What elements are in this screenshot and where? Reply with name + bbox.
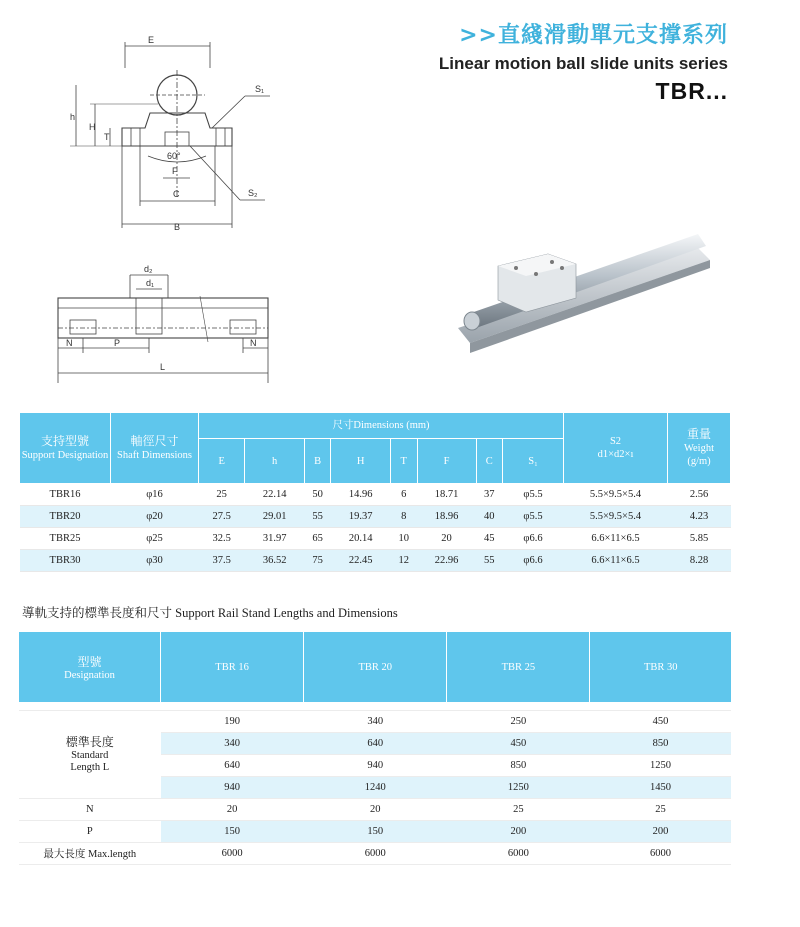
- label-d1: d₁: [146, 278, 155, 288]
- table-cell: 18.71: [434, 489, 459, 500]
- table-cell: 25: [655, 804, 666, 815]
- title-english: Linear motion ball slide units series: [438, 54, 728, 73]
- label-B: B: [174, 222, 181, 232]
- table-cell: 6000: [221, 848, 243, 859]
- table-cell: φ5.5: [523, 489, 543, 500]
- table-cell: 200: [590, 821, 731, 843]
- label-N-right: N: [250, 338, 257, 348]
- table-cell: 150: [304, 821, 447, 843]
- p-label: P: [86, 826, 93, 837]
- col-tbr16: TBR 16: [161, 632, 304, 702]
- table-cell: 10: [398, 533, 409, 544]
- n-label: N: [85, 804, 94, 815]
- table-cell: 45: [484, 533, 495, 544]
- series-code: TBR...: [655, 78, 728, 104]
- table-cell: 32.5: [212, 533, 231, 544]
- label-N-left: N: [66, 338, 73, 348]
- col-C: C: [476, 439, 503, 484]
- std-length-label: 標準長度 Standard Length L: [65, 734, 114, 773]
- table-cell: TBR25: [49, 533, 81, 544]
- table-cell: φ5.5: [503, 506, 564, 528]
- table-cell: 1250: [649, 760, 671, 771]
- col-tbr30: TBR 30: [590, 632, 731, 702]
- label-angle: 60°: [167, 151, 181, 161]
- table-cell: 5.85: [689, 533, 709, 544]
- table-cell: 340: [367, 716, 384, 727]
- table-cell: 2.56: [689, 489, 709, 500]
- table-cell: 31.97: [262, 533, 287, 544]
- table-cell: φ6.6: [503, 550, 564, 572]
- table-cell: 22.14: [262, 489, 287, 500]
- table-cell: 150: [161, 821, 304, 843]
- table-cell: 55: [304, 506, 330, 528]
- table-cell: 20: [441, 533, 452, 544]
- col-shaft: 軸徑尺寸 Shaft Dimensions: [111, 413, 199, 484]
- col-support: 支持型號 Support Designation: [20, 413, 111, 484]
- table-row: [20, 550, 731, 572]
- table-cell: 5.5×9.5×5.4: [589, 489, 642, 500]
- cross-section-drawing: [40, 28, 300, 243]
- table-cell: 340: [161, 733, 304, 755]
- table-cell: 850: [510, 760, 527, 771]
- rail-length-table: [19, 632, 731, 865]
- table-cell: 6.6×11×6.5: [591, 533, 640, 544]
- table-cell: 8: [391, 506, 417, 528]
- table-cell: 940: [161, 777, 304, 799]
- table-cell: 29.01: [245, 506, 305, 528]
- table-cell: φ25: [146, 533, 163, 544]
- table-row: [20, 528, 731, 550]
- col-H: H: [331, 439, 391, 484]
- col-F: F: [417, 439, 476, 484]
- table-cell: 640: [304, 733, 447, 755]
- col-tbr25: TBR 25: [447, 632, 590, 702]
- label-E: E: [148, 35, 155, 45]
- col-tbr20: TBR 20: [304, 632, 447, 702]
- table-cell: 20: [226, 804, 238, 815]
- col-h: h: [245, 439, 305, 484]
- rail-section-title: 導軌支持的標準長度和尺寸 Support Rail Stand Lengths and Dimensions: [22, 606, 398, 620]
- table-cell: 6.6×11×6.5: [564, 550, 668, 572]
- table-cell: TBR20: [20, 506, 111, 528]
- table-row: [19, 711, 731, 733]
- table-cell: 22.45: [331, 550, 391, 572]
- table-cell: TBR16: [49, 489, 81, 500]
- table-cell: 6000: [507, 848, 529, 859]
- table-cell: 50: [312, 489, 323, 500]
- table-cell: 22.96: [417, 550, 476, 572]
- table-cell: 1450: [590, 777, 731, 799]
- table-cell: 5.5×9.5×5.4: [564, 506, 668, 528]
- label-T: T: [104, 132, 110, 142]
- table-cell: 190: [224, 716, 240, 727]
- side-view-drawing: [40, 258, 280, 383]
- table-cell: 850: [590, 733, 731, 755]
- table-cell: 40: [476, 506, 503, 528]
- table-cell: 14.96: [348, 489, 373, 500]
- table-cell: 8.28: [668, 550, 731, 572]
- table-cell: 37: [484, 489, 495, 500]
- table-cell: 20.14: [348, 533, 373, 544]
- label-F: F: [172, 166, 178, 176]
- col-s2: S2 d1×d2×ı: [564, 413, 668, 484]
- col-dimensions: 尺寸Dimensions (mm): [199, 413, 564, 439]
- table-row: [20, 506, 731, 528]
- table-cell: 940: [367, 760, 384, 771]
- table-cell: φ30: [111, 550, 199, 572]
- col-T: T: [391, 439, 417, 484]
- table-cell: [19, 702, 731, 711]
- table-cell: 75: [304, 550, 330, 572]
- table-row: [19, 799, 731, 821]
- table-cell: 250: [510, 716, 527, 727]
- label-C: C: [173, 189, 180, 199]
- label-L: L: [160, 362, 166, 372]
- table-row: [19, 843, 731, 865]
- product-image: [448, 218, 718, 358]
- col-S1: S₁: [503, 439, 564, 484]
- col-weight: 重量 Weight (g/m): [668, 413, 731, 484]
- table-cell: φ16: [146, 489, 163, 500]
- label-d2: d₂: [144, 264, 153, 274]
- col-E: E: [199, 439, 245, 484]
- table-cell: 450: [652, 716, 669, 727]
- table-cell: 36.52: [245, 550, 305, 572]
- table-cell: 1240: [304, 777, 447, 799]
- table-cell: 6000: [364, 848, 386, 859]
- table-row: [20, 484, 731, 506]
- table-cell: 12: [391, 550, 417, 572]
- label-S1: S₁: [255, 84, 265, 94]
- table-cell: 25: [216, 489, 227, 500]
- col-designation: 型號 Designation: [19, 632, 161, 702]
- table-cell: 450: [447, 733, 590, 755]
- table-cell: φ6.6: [523, 533, 543, 544]
- table-cell: 25: [513, 804, 524, 815]
- title-chinese: >>直綫滑動單元支撑系列: [459, 23, 728, 48]
- label-S2: S₂: [248, 188, 258, 198]
- max-length-label: 最大長度 Max.length: [43, 849, 137, 860]
- label-h: h: [70, 112, 76, 122]
- label-H: H: [89, 122, 96, 132]
- col-B: B: [304, 439, 330, 484]
- table-cell: 27.5: [199, 506, 245, 528]
- table-cell: 65: [312, 533, 323, 544]
- table-row: [19, 821, 731, 843]
- table-cell: 55: [476, 550, 503, 572]
- table-cell: 37.5: [199, 550, 245, 572]
- label-P: P: [114, 338, 121, 348]
- table-cell: TBR30: [20, 550, 111, 572]
- table-cell: 4.23: [668, 506, 731, 528]
- table-cell: φ20: [111, 506, 199, 528]
- table-cell: 20: [369, 804, 381, 815]
- table-cell: 18.96: [417, 506, 476, 528]
- table-cell: 6: [401, 489, 407, 500]
- table-cell: 640: [224, 760, 240, 771]
- table-cell: 19.37: [331, 506, 391, 528]
- table-cell: 1250: [447, 777, 590, 799]
- table-cell: 6000: [649, 848, 671, 859]
- table-cell: 200: [447, 821, 590, 843]
- spec-table: [19, 412, 731, 572]
